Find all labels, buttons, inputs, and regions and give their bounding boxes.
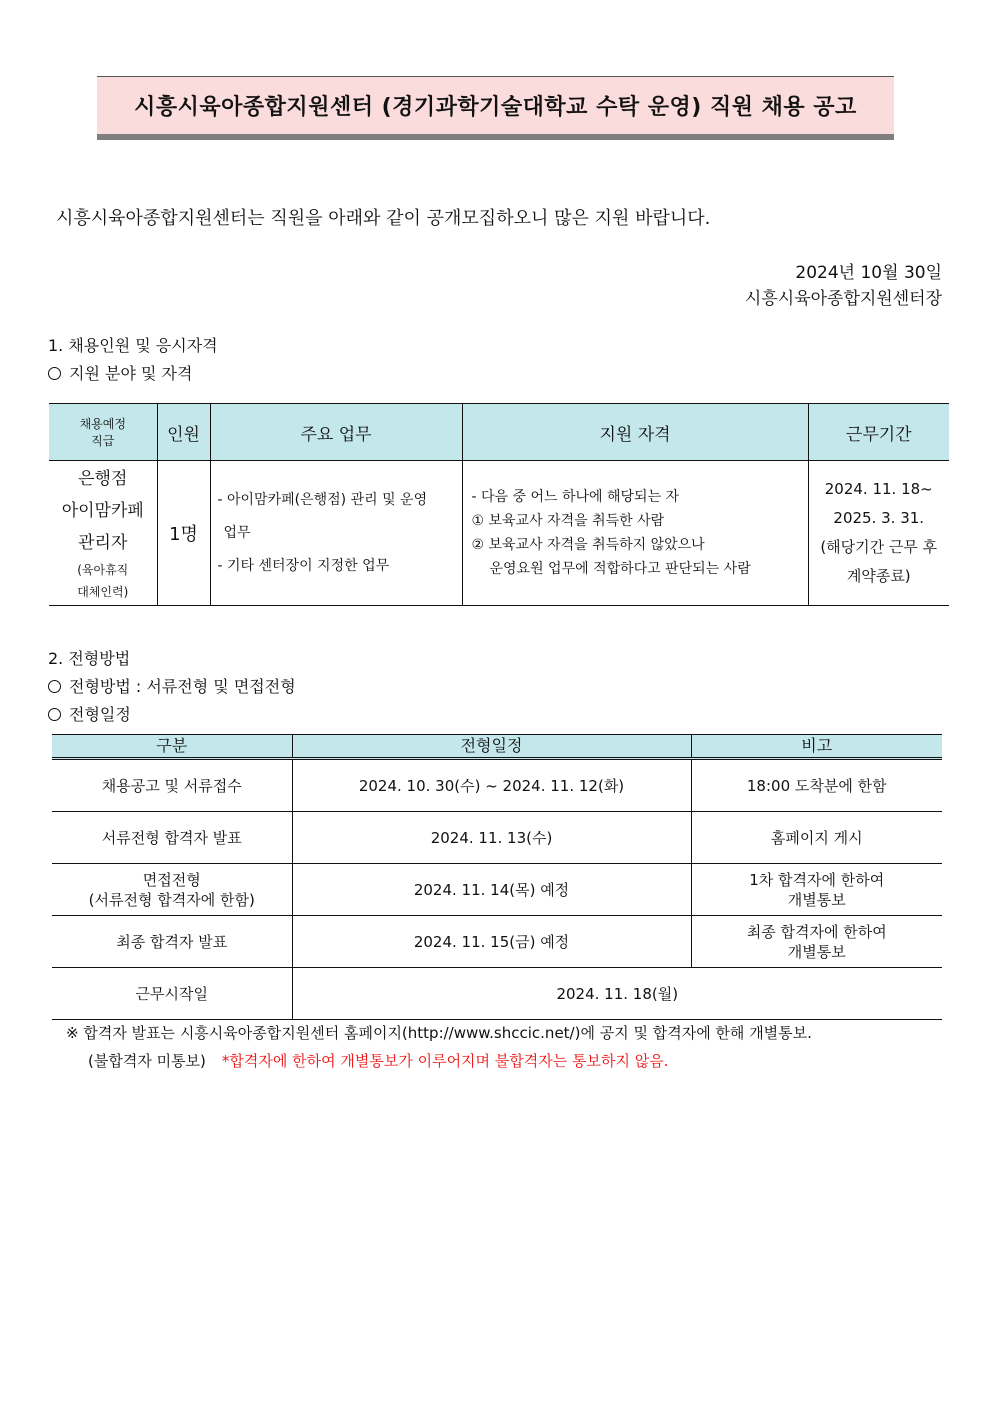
header-position-line1: 채용예정 (79, 417, 126, 431)
duty-line: - 아이맘카페(은행점) 관리 및 운영 (217, 491, 428, 508)
section1-sub-label: 지원 분야 및 자격 (69, 364, 193, 383)
category-cell: 서류전형 합격자 발표 (52, 812, 292, 864)
category-cell: 최종 합격자 발표 (52, 916, 292, 968)
note-cell: 홈페이지 게시 (691, 812, 942, 864)
position-line: 은행점 (78, 469, 128, 489)
announcement-title-box (97, 76, 894, 140)
note-cell (691, 916, 942, 968)
table-row (52, 968, 942, 1020)
note-line: 1차 합격자에 한하여 (749, 870, 885, 889)
category-cell (52, 864, 292, 916)
period-line: (해당기간 근무 후 (820, 538, 938, 556)
position-line: 아이맘카페 (61, 501, 144, 521)
qualification-cell (462, 461, 808, 606)
schedule-label-text: 전형일정 (69, 705, 131, 724)
duty-line: - 기타 센터장이 지정한 업무 (217, 557, 390, 574)
count-cell: 1명 (157, 461, 210, 606)
table-row (52, 864, 942, 916)
schedule-cell: 2024. 11. 13(수) (292, 812, 691, 864)
qualification-line: 운영요원 업무에 적합하다고 판단되는 사람 (489, 561, 751, 577)
note-line: 개별통보 (787, 942, 846, 961)
qualification-line: ② 보육교사 자격을 취득하지 않았으나 (471, 537, 705, 553)
selection-method-text: 전형방법 : 서류전형 및 면접전형 (69, 677, 296, 696)
period-cell (808, 461, 949, 606)
note-line: 개별통보 (787, 890, 846, 909)
note-cell: 18:00 도착분에 한함 (691, 759, 942, 812)
announcement-date: 2024년 10월 30일 (795, 263, 942, 283)
qualification-line: - 다음 중 어느 하나에 해당되는 자 (471, 489, 680, 505)
schedule-label (48, 702, 131, 725)
header-duty: 주요 업무 (210, 404, 462, 461)
table-header-row (49, 404, 949, 461)
position-note: (육아휴직 (77, 563, 129, 577)
schedule-cell: 2024. 11. 14(목) 예정 (292, 864, 691, 916)
header-position-line2: 직급 (91, 434, 115, 448)
header-schedule: 전형일정 (292, 735, 691, 759)
table-row (52, 916, 942, 968)
period-line: 계약종료) (846, 567, 911, 585)
footnote-red-warning: *합격자에 한하여 개별통보가 이루어지며 불합격자는 통보하지 않음. (221, 1052, 669, 1070)
header-position (49, 404, 157, 461)
circle-bullet-icon (48, 367, 61, 380)
footnote-second-line (88, 1050, 669, 1071)
header-category: 구분 (52, 735, 292, 759)
duty-line: 업무 (223, 524, 251, 541)
footnote-no-notice: (불합격자 미통보) (88, 1052, 206, 1070)
note-line: 최종 합격자에 한하여 (746, 922, 887, 941)
section1-subheading (48, 361, 192, 384)
category-line: (서류전형 합격자에 한함) (88, 890, 255, 909)
category-cell: 근무시작일 (52, 968, 292, 1020)
table-header-row (52, 735, 942, 759)
category-cell: 채용공고 및 서류접수 (52, 759, 292, 812)
period-line: 2025. 3. 31. (833, 509, 925, 527)
circle-bullet-icon (48, 708, 61, 721)
table-row (49, 461, 949, 606)
header-note: 비고 (691, 735, 942, 759)
circle-bullet-icon (48, 680, 61, 693)
footnote-announcement: ※ 합격자 발표는 시흥시육아종합지원센터 홈페이지(http://www.shccic.net/)에 공지 및 합격자에 한해 개별통보. (66, 1024, 812, 1042)
header-period: 근무기간 (808, 404, 949, 461)
issuer-name: 시흥시육아종합지원센터장 (744, 289, 942, 309)
section1-heading: 1. 채용인원 및 응시자격 (48, 336, 218, 355)
page-title: 시흥시육아종합지원센터 (경기과학기술대학교 수탁 운영) 직원 채용 공고 (134, 95, 857, 120)
duty-cell (210, 461, 462, 606)
table-row (52, 759, 942, 812)
category-line: 면접전형 (142, 870, 201, 889)
position-note: 대체인력) (77, 585, 129, 599)
schedule-cell: 2024. 10. 30(수) ~ 2024. 11. 12(화) (292, 759, 691, 812)
note-cell (691, 864, 942, 916)
schedule-cell: 2024. 11. 15(금) 예정 (292, 916, 691, 968)
header-qualification: 지원 자격 (462, 404, 808, 461)
period-line: 2024. 11. 18~ (824, 480, 933, 498)
schedule-table (52, 734, 942, 1020)
recruitment-table (49, 403, 949, 606)
position-line: 관리자 (78, 533, 128, 553)
intro-text: 시흥시육아종합지원센터는 직원을 아래와 같이 공개모집하오니 많은 지원 바랍니다. (56, 208, 711, 229)
header-count: 인원 (157, 404, 210, 461)
schedule-cell: 2024. 11. 18(월) (292, 968, 942, 1020)
table-row (52, 812, 942, 864)
section2-heading: 2. 전형방법 (48, 649, 131, 668)
qualification-line: ① 보육교사 자격을 취득한 사람 (471, 513, 665, 529)
position-cell (49, 461, 157, 606)
selection-method (48, 674, 296, 697)
